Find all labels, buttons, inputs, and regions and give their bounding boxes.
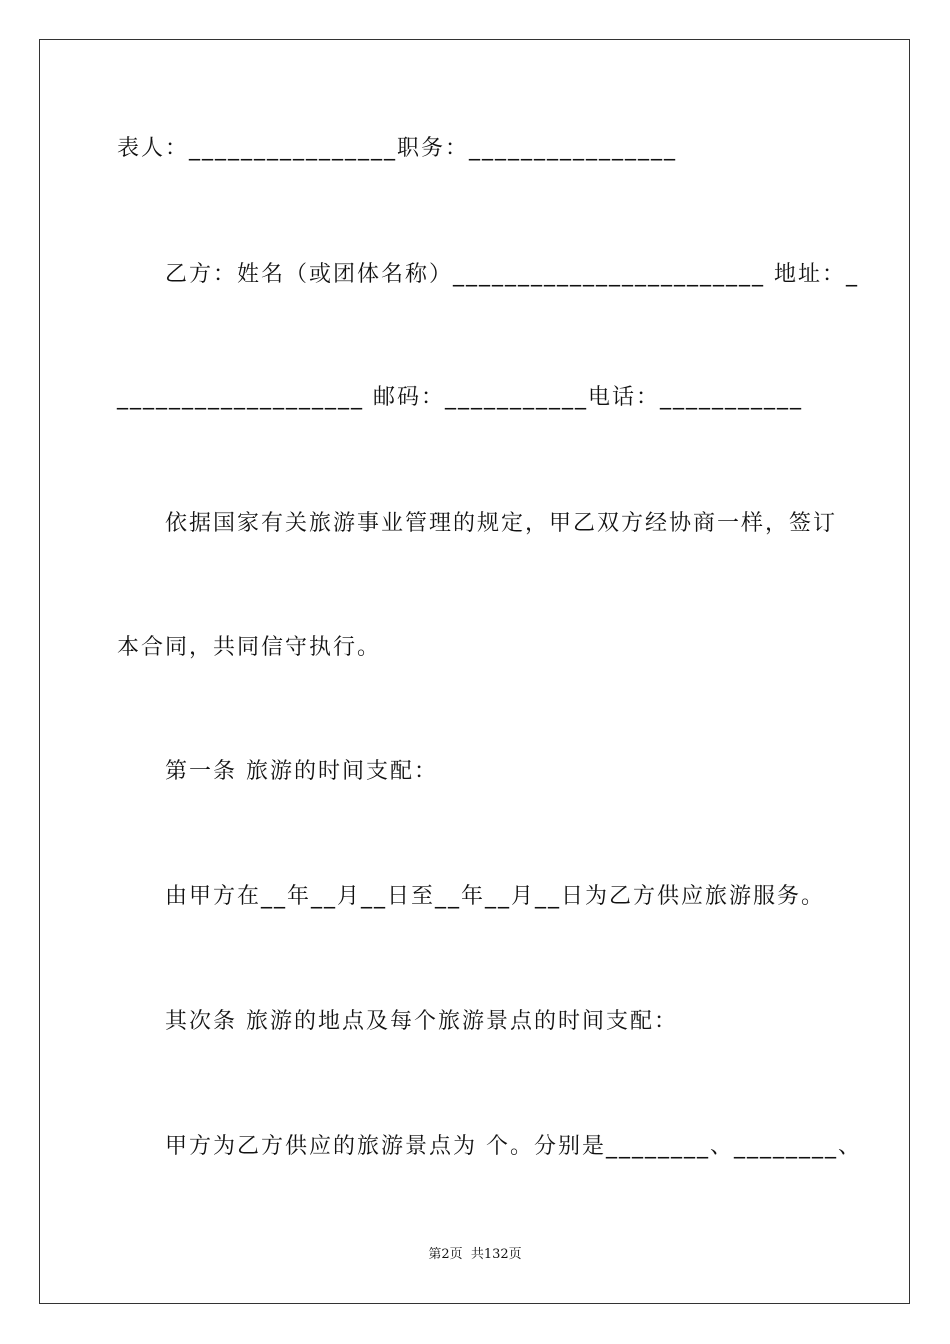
preamble-paragraph-line-2: 本合同，共同信守执行。 — [117, 635, 382, 660]
representative-line: 表人：________________职务：________________ — [117, 136, 678, 161]
article-two-body: 甲方为乙方供应的旅游景点为 个。分别是________、________、 — [165, 1134, 862, 1159]
page-border — [39, 39, 910, 1304]
article-two-heading: 其次条 旅游的地点及每个旅游景点的时间支配： — [165, 1009, 678, 1034]
article-one-body: 由甲方在__年__月__日至__年__月__日为乙方供应旅游服务。 — [165, 884, 826, 909]
party-b-zip-phone-line: ___________________ 邮码：___________电话：___________ — [117, 385, 803, 410]
preamble-paragraph-line-1: 依据国家有关旅游事业管理的规定，甲乙双方经协商一样，签订 — [165, 511, 838, 536]
party-b-name-address-line: 乙方：姓名（或团体名称）________________________ 地址：_ — [165, 262, 859, 287]
page-number-footer: 第2页 共132页 — [428, 1247, 522, 1262]
article-one-heading: 第一条 旅游的时间支配： — [165, 759, 438, 784]
